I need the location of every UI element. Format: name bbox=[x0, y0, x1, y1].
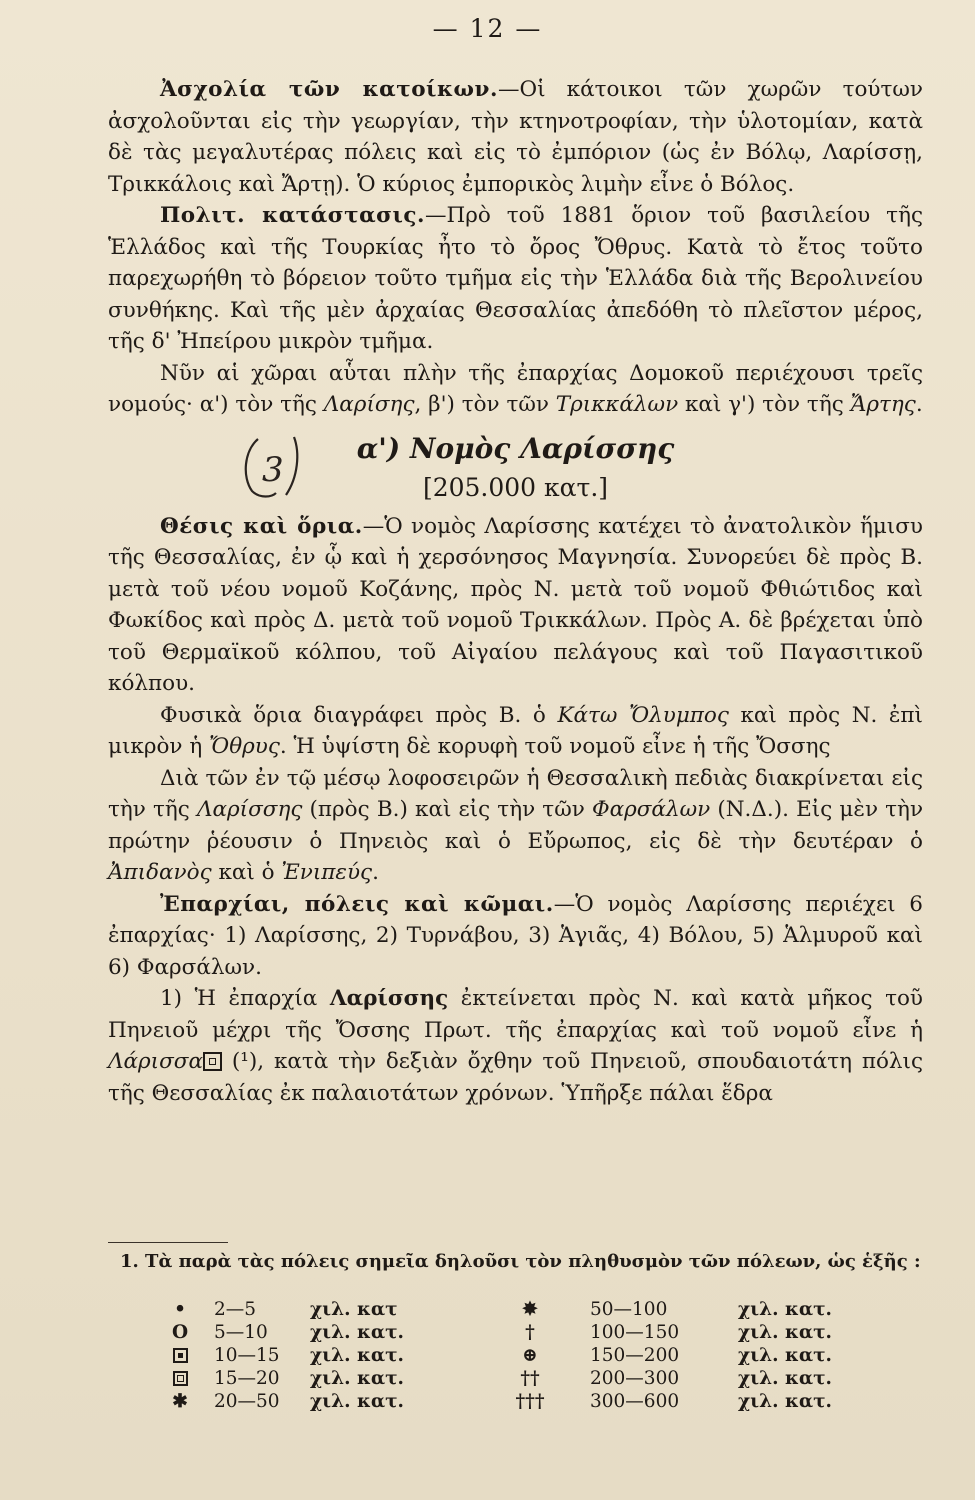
text-fragment: 1) Ἡ ἐπαρχία bbox=[160, 986, 330, 1011]
paragraph-position-borders bbox=[108, 511, 923, 700]
heading-provinces: Ἐπαρχίαι, πόλεις καὶ κῶμαι. bbox=[160, 891, 554, 917]
term-othrys: Ὄθρυς bbox=[209, 734, 280, 759]
text-fragment: . bbox=[915, 392, 923, 417]
term-enipefs: Ἐνιπεύς bbox=[281, 860, 373, 885]
population-legend bbox=[170, 1298, 870, 1413]
legend-range: 200—300 bbox=[590, 1368, 680, 1389]
footnote-divider bbox=[108, 1242, 228, 1243]
text-fragment: . bbox=[372, 860, 379, 885]
star-icon: ✸ bbox=[522, 1299, 538, 1320]
heading-political-status: Πολιτ. κατάστασις. bbox=[160, 203, 426, 228]
text-occupations: —Οἱ κάτοικοι τῶν χωρῶν τούτων ἀσχολοῦνται εἰς τὴν γεωργίαν, τὴν κτηνοτροφίαν, τὴν ὑλοτομίαν, κατὰ δὲ τὰς μεγαλυτέρας πόλεις καὶ εἰς τὸ ἐμπόριον (ὡς ἐν Βόλῳ, Λαρίσσῃ, Τρικκάλοις καὶ Ἄρτῃ). Ὁ κύριος ἐμπορικὸς λιμὴν εἶνε ὁ Βόλος. bbox=[108, 77, 923, 197]
paragraph-occupations bbox=[108, 74, 923, 200]
text-provinces: —Ὁ νομὸς Λαρίσσης περιέχει 6 ἐπαρχίας· 1) Λαρίσσης, 2) Τυρνάβου, 3) Ἁγιᾶς, 4) Βόλου, 5) Ἁλμυροῦ καὶ 6) Φαρσάλων. bbox=[108, 891, 923, 980]
legend-unit: χιλ. κατ. bbox=[310, 1391, 404, 1412]
circle-icon: O bbox=[171, 1322, 189, 1343]
text-fragment: Φυσικὰ ὅρια διαγράφει πρὸς Β. ὁ bbox=[160, 702, 558, 728]
paragraph-provinces bbox=[108, 889, 923, 984]
text-political-status: —Πρὸ τοῦ 1881 ὅριον τοῦ βασιλείου τῆς Ἑλλάδος καὶ τῆς Τουρκίας ἦτο τὸ ὄρος Ὄθρυς. Κατὰ τὸ ἔτος τοῦτο παρεχωρήθη τὸ βόρειον τοῦτο τμῆμα εἰς τὴν Ἑλλάδα διὰ τῆς Βερολινείου συνθήκης. Καὶ τῆς μὲν ἀρχαίας Θεσσαλίας ἀπεδόθη τὸ πλεῖστον μέρος, τῆς δ' Ἠπείρου μικρὸν τμῆμα. bbox=[108, 203, 923, 354]
legend-unit: χιλ. κατ. bbox=[738, 1299, 832, 1320]
legend-range: 150—200 bbox=[590, 1345, 680, 1366]
legend-unit: χιλ. κατ. bbox=[738, 1368, 832, 1389]
text-fragment: καὶ ὁ bbox=[211, 860, 282, 885]
paragraph-larisa-province bbox=[108, 983, 923, 1109]
text-fragment: ἐκτείνεται πρὸς Ν. καὶ κατὰ μῆκος τοῦ Πηνειοῦ μέχρι τῆς Ὄσσης Πρωτ. τῆς ἐπαρχίας καὶ τοῦ νομοῦ εἶνε ἡ bbox=[108, 986, 923, 1043]
legend-unit: χιλ. κατ. bbox=[738, 1391, 832, 1412]
dot-icon: • bbox=[174, 1299, 186, 1320]
heading-occupations: Ἀσχολία τῶν κατοίκων. bbox=[160, 77, 498, 102]
term-larisa: Λαρίσης bbox=[323, 392, 415, 417]
text-fragment: , β') τὸν τῶν bbox=[414, 392, 556, 417]
term-olympos: Κάτω Ὄλυμπος bbox=[557, 702, 729, 728]
text-fragment: (Ν.Δ.). Εἰς μὲν τὴν πρώτην ῥέουσιν ὁ Πηνειὸς καὶ ὁ Εὔρωπος, εἰς δὲ τὴν δευτέραν ὁ bbox=[108, 797, 924, 854]
page-number: — 12 — bbox=[432, 14, 543, 43]
text-position-borders: —Ὁ νομὸς Λαρίσσης κατέχει τὸ ἀνατολικὸν ἥμισυ τῆς Θεσσαλίας, ἐν ᾧ καὶ ἡ χερσόνησος Μαγνησία. Συνορεύει δὲ πρὸς Β. μετὰ τοῦ νέου νομοῦ Κοζάνης, πρὸς Ν. μετὰ τοῦ νομοῦ Φθιώτιδος καὶ Φωκίδος καὶ πρὸς Δ. μετὰ τοῦ νομοῦ Τρικκάλων. Πρὸς Α. δὲ βρέχεται ὑπὸ τοῦ Θερμαϊκοῦ κόλπου, τοῦ Αἰγαίου πελάγους καὶ τοῦ Παγασιτικοῦ κόλπου. bbox=[108, 513, 923, 696]
legend-range: 50—100 bbox=[590, 1299, 668, 1320]
legend-range: 15—20 bbox=[214, 1368, 280, 1389]
asterisk-icon: ✱ bbox=[172, 1391, 188, 1412]
legend-range: 2—5 bbox=[214, 1299, 257, 1320]
heading-position-borders: Θέσις καὶ ὅρια. bbox=[160, 513, 363, 539]
term-apidanos: Ἀπιδανὸς bbox=[108, 860, 212, 885]
legend-range: 10—15 bbox=[214, 1345, 280, 1366]
legend-unit: χιλ. κατ. bbox=[738, 1322, 832, 1343]
text-fragment: , κατὰ τὴν δεξιὰν ὄχθην τοῦ Πηνειοῦ, σπουδαιοτάτη πόλις τῆς Θεσσαλίας ἐκ παλαιοτάτων χρόνων. Ὑπῆρξε πάλαι ἕδρα bbox=[108, 1049, 923, 1106]
paragraph-plain bbox=[108, 763, 923, 889]
legend-unit: χιλ. κατ. bbox=[310, 1322, 404, 1343]
term-arta: Ἄρτης bbox=[850, 392, 916, 417]
term-farsala: Φαρσάλων bbox=[591, 797, 711, 822]
legend-unit: χιλ. κατ. bbox=[310, 1368, 404, 1389]
legend-unit: χιλ. κατ. bbox=[310, 1345, 404, 1366]
section-title-block bbox=[108, 429, 923, 507]
legend-unit: χιλ. κατ. bbox=[738, 1345, 832, 1366]
double-cross-icon: †† bbox=[520, 1368, 540, 1389]
legend-row bbox=[170, 1390, 870, 1413]
paragraph-prefectures bbox=[108, 358, 923, 421]
svg-text:3: 3 bbox=[262, 449, 284, 490]
square-square-icon bbox=[170, 1367, 190, 1390]
term-larisis-province: Λαρίσσης bbox=[329, 986, 449, 1011]
term-larisa-plain: Λαρίσσης bbox=[196, 797, 303, 822]
paragraph-natural-borders bbox=[108, 700, 923, 763]
text-fragment: . Ἡ ὑψίστη δὲ κορυφὴ τοῦ νομοῦ εἶνε ἡ τῆς Ὄσσης bbox=[279, 734, 831, 759]
text-fragment: καὶ πρὸς Ν. ἐπὶ μικρὸν ἡ bbox=[108, 702, 923, 759]
term-larisa-city: Λάρισσα bbox=[108, 1049, 203, 1074]
circle-cross-icon: ⊕ bbox=[522, 1345, 538, 1366]
legend-row bbox=[170, 1367, 870, 1390]
footnote bbox=[102, 1248, 922, 1275]
legend-row bbox=[170, 1344, 870, 1367]
population-symbol-icon bbox=[203, 1052, 222, 1071]
main-text bbox=[108, 74, 923, 1109]
legend-row bbox=[170, 1298, 870, 1321]
text-fragment: Διὰ τῶν ἐν τῷ μέσῳ λοφοσειρῶν ἡ Θεσσαλικὴ πεδιὰς διακρίνεται εἰς τὴν τῆς bbox=[108, 765, 923, 822]
footnote-ref: (¹) bbox=[222, 1049, 258, 1074]
legend-range: 5—10 bbox=[214, 1322, 268, 1343]
square-dot-icon bbox=[170, 1344, 190, 1367]
text-fragment: καὶ γ') τὸν τῆς bbox=[678, 392, 851, 417]
section-title: α') Νομὸς Λαρίσσης bbox=[356, 431, 675, 465]
text-fragment: Νῦν αἱ χῶραι αὗται πλὴν τῆς ἐπαρχίας Δομοκοῦ περιέχουσι τρεῖς νομούς· α') τὸν τῆς bbox=[108, 360, 923, 417]
term-trikala: Τρικκάλων bbox=[555, 392, 679, 417]
section-population: [205.000 κατ.] bbox=[422, 472, 609, 502]
paragraph-political-status bbox=[108, 200, 923, 358]
legend-range: 300—600 bbox=[590, 1391, 680, 1412]
legend-unit: χιλ. κατ bbox=[310, 1299, 398, 1320]
legend-range: 100—150 bbox=[590, 1322, 680, 1343]
handwritten-number-stamp bbox=[236, 431, 310, 501]
legend-range: 20—50 bbox=[214, 1391, 280, 1412]
triple-cross-icon: ††† bbox=[515, 1391, 545, 1412]
footnote-text: 1. Τὰ παρὰ τὰς πόλεις σημεῖα δηλοῦσι τὸν πληθυσμὸν τῶν πόλεων, ὡς ἑξῆς : bbox=[120, 1251, 921, 1272]
text-fragment: (πρὸς Β.) καὶ εἰς τὴν τῶν bbox=[302, 797, 592, 822]
legend-row bbox=[170, 1321, 870, 1344]
cross-icon: † bbox=[525, 1322, 535, 1343]
